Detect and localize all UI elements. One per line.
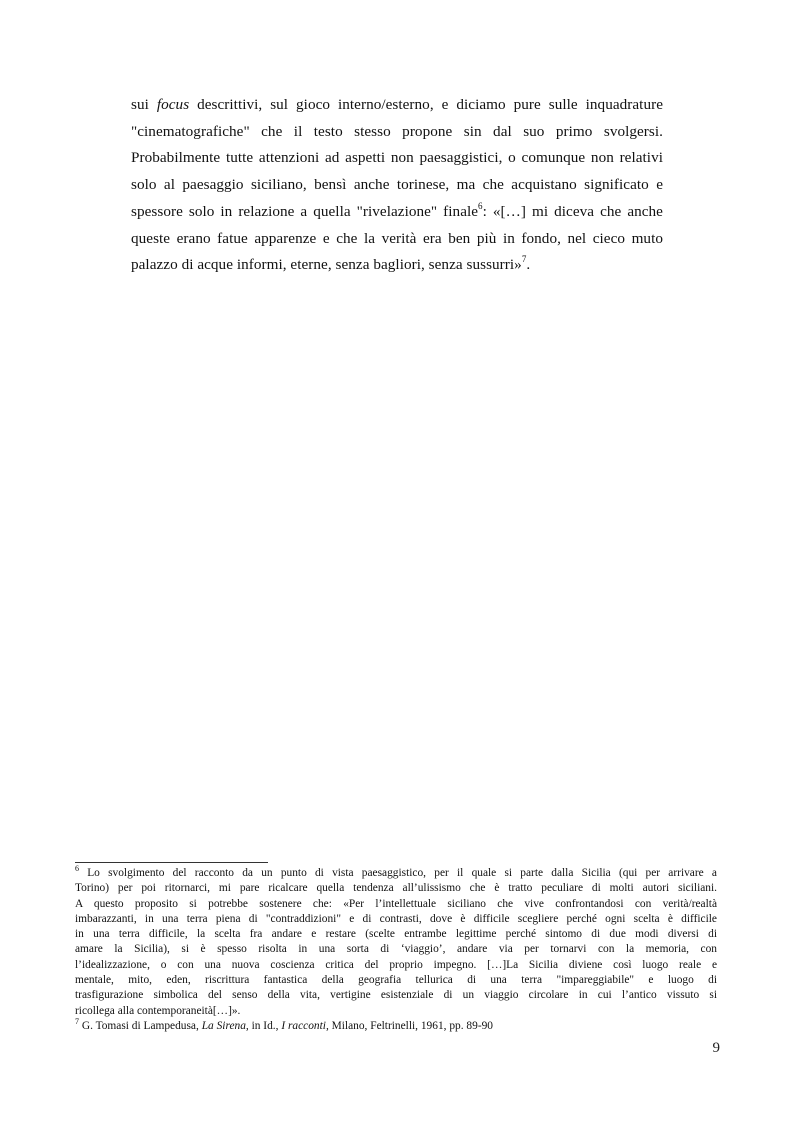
footnote-6-line: trasfigurazione simbolica del senso della vita, vertigine esistenziale di un viaggio circolare in cui l’antico vissuto si bbox=[75, 989, 717, 1002]
footnote-7-line: $^7$ G. Tomasi di Lampedusa, La Sirena, in Id., I racconti, Milano, Feltrinelli, 1961, pp. 89-90 bbox=[75, 1017, 493, 1032]
body-line-5: spessore solo in relazione a quella "rivelazione" finale$^6$: «[…] mi diceva che anche bbox=[131, 200, 663, 220]
footnote-6-marker: 6 bbox=[75, 864, 79, 874]
body-line-3: Probabilmente tutte attenzioni ad aspetti non paesaggistici, o comunque non relativi bbox=[131, 149, 663, 167]
body-line-7: palazzo di acque informi, eterne, senza bagliori, senza sussurri»$^7$. bbox=[131, 254, 531, 274]
footnote-7-marker: 7 bbox=[75, 1017, 79, 1027]
body-paragraph bbox=[131, 92, 663, 279]
body-line-2: "cinematografiche" che il testo stesso propone sin dal suo primo svolgersi. bbox=[131, 122, 663, 140]
footnote-6-line: in una terra difficile, la scelta fra andare e restare (scelte entrambe legittime perché sintomo di due modi diversi di bbox=[75, 928, 717, 941]
footnote-separator bbox=[75, 862, 268, 863]
footnote-6-line: A questo proposito si potrebbe sostenere che: «Per l’intellettuale siciliano che vive confrontandosi con verità/realtà bbox=[75, 897, 717, 910]
footnote-6-line: l’idealizzazione, o con una nuova coscienza critica del proprio impegno. […]La Sicilia diviene così luogo reale e bbox=[75, 958, 717, 971]
footnote-ref-6[interactable]: 6 bbox=[478, 200, 483, 211]
footnote-6-line: ricollega alla contemporaneità[…]». bbox=[75, 1004, 241, 1017]
footnote-6-line: amare la Sicilia), si è spesso risolta in una sorta di ‘viaggio’, andare via per tornarvi con la memoria, con bbox=[75, 943, 717, 956]
emphasis-focus: focus bbox=[156, 96, 190, 113]
body-line-4: solo al paesaggio siciliano, bensì anche torinese, ma che acquistano significato e bbox=[131, 176, 663, 194]
footnote-ref-7[interactable]: 7 bbox=[521, 254, 527, 265]
footnote-6-line: mentale, mito, eden, riscrittura fantastica della geografia tellurica di una terra "impareggiabile" e luogo di bbox=[75, 974, 717, 987]
footnote-6-line: imbarazzanti, in una terra piena di "contraddizioni" e di contrasti, dove è difficile scegliere perché ogni scelta è difficile bbox=[75, 912, 717, 925]
body-line-6: queste erano fatue apparenze e che la verità era ben più in fondo, nel cieco muto bbox=[131, 229, 663, 247]
footnote-7 bbox=[75, 1019, 717, 1034]
footnotes bbox=[75, 866, 717, 1034]
body-line-1: sui focus descrittivi, sul gioco interno/esterno, e diciamo pure sulle inquadrature bbox=[131, 96, 663, 113]
footnote-6-line: $^6$ Lo svolgimento del racconto da un punto di vista paesaggistico, per il quale si parte dalla Sicilia (qui per arrivare a bbox=[75, 864, 717, 879]
footnote-6 bbox=[75, 866, 717, 1019]
citation-title-i-racconti: I racconti, bbox=[281, 1019, 329, 1032]
citation-title-la-sirena: La Sirena, bbox=[201, 1019, 249, 1032]
page-number: 9 bbox=[712, 1040, 720, 1056]
footnote-6-line: Torino) per poi ritornarci, mi pare ricalcare quella tendenza all’ulissismo che è tratto peculiare di molti autori siciliani. bbox=[75, 882, 717, 895]
